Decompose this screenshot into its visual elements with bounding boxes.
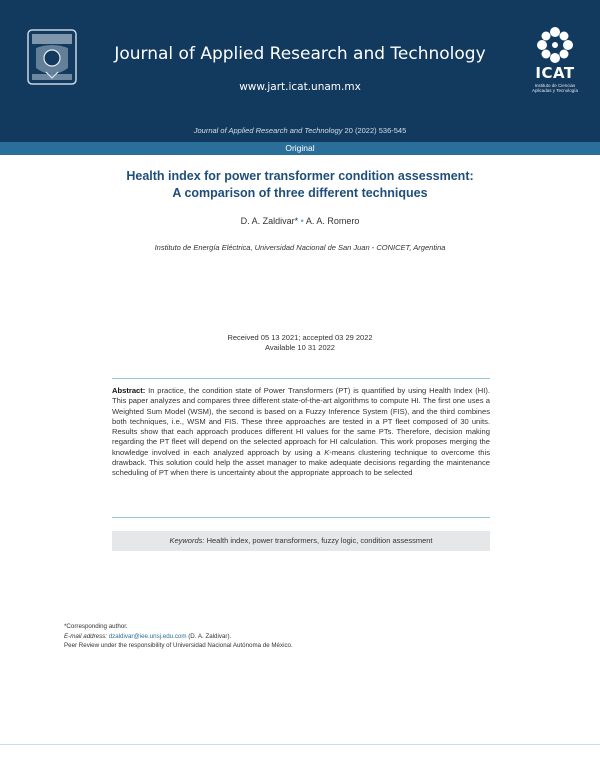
journal-title: Journal of Applied Research and Technology — [114, 44, 486, 64]
unam-seal-icon — [24, 28, 80, 86]
author-list — [0, 216, 600, 226]
icat-logo — [528, 26, 582, 96]
citation-journal: Journal of Applied Research and Technology — [193, 126, 343, 135]
available-date: Available 10 31 2022 — [265, 343, 335, 352]
journal-url-link[interactable]: www.jart.icat.unam.mx — [239, 81, 361, 93]
abstract-italic-term: K — [324, 447, 330, 457]
corresponding-author-note: *Corresponding author. — [64, 623, 128, 630]
footnotes — [64, 622, 544, 651]
affiliation: Instituto de Energía Eléctrica, Universidad Nacional de San Juan - CONICET, Argentina — [154, 243, 446, 252]
keywords-list: Health index, power transformers, fuzzy logic, condition assessment — [204, 536, 433, 545]
author-2: A. A. Romero — [305, 216, 360, 226]
article-title-line1: Health index for power transformer condition assessment: — [126, 169, 474, 183]
article-title — [60, 168, 540, 202]
icat-subtitle-line1: Instituto de Ciencias — [534, 83, 576, 88]
icat-name: ICAT — [535, 64, 575, 82]
peer-review-note: Peer Review under the responsibility of Universidad Nacional Autónoma de México. — [64, 642, 293, 649]
article-type-bar — [0, 142, 600, 155]
article-type-label: Original — [285, 143, 315, 153]
citation-details: 20 (2022) 536-545 — [342, 126, 407, 135]
journal-header — [0, 0, 600, 142]
abstract-top-divider — [112, 378, 490, 379]
email-suffix: (D. A. Zaldivar). — [186, 632, 232, 640]
keywords-line — [112, 531, 490, 551]
citation-line — [0, 126, 600, 135]
article-title-line2: A comparison of three different techniques — [172, 186, 428, 200]
received-accepted-date: Received 05 13 2021; accepted 03 29 2022 — [227, 333, 373, 342]
author-separator-icon: • — [300, 216, 304, 226]
keywords-label: Keywords: — [169, 536, 205, 545]
abstract-body-end: -means clustering technique to overcome this drawback. This solution could help the asset manager to make adequate decisions regarding the maintenance scheduling of PT when there is uncertainty about the appropriate approach to be selected — [112, 447, 490, 478]
article-dates — [0, 333, 600, 353]
abstract-label: Abstract: — [112, 386, 146, 395]
email-line — [64, 632, 544, 642]
abstract-bottom-divider — [112, 517, 490, 518]
author-1: D. A. Zaldivar* — [240, 216, 299, 226]
keywords-box — [112, 531, 490, 551]
icat-subtitle — [528, 83, 582, 93]
abstract-body: In practice, the condition state of Power Transformers (PT) is quantified by using Health Index (HI). This paper analyzes and compares three different state-of-the-art algorithms to compute HI. The first one uses a Weighted Sum Model (WSM), the second is based on a Fuzzy Inference System (FIS), and the third combines both techniques, i.e., WSM and FIS. These three approaches are tested in a PT fleet composed of 30 units. Results show that each approach produces different HI values for the same PTs. Therefore, decision making regarding the PT fleet will depend on the selected approach for HI calculation. This work proposes merging the knowledge involved in each analyzed approach by using a — [112, 386, 490, 457]
icat-subtitle-line2: Aplicadas y Tecnología — [532, 88, 578, 93]
page-bottom-divider — [0, 744, 600, 745]
icat-flower-icon — [528, 26, 582, 64]
email-link[interactable]: dzaldivar@iee.unsj.edu.com — [108, 632, 187, 640]
abstract-text — [112, 386, 490, 479]
email-label: E-mail address: — [64, 632, 109, 640]
